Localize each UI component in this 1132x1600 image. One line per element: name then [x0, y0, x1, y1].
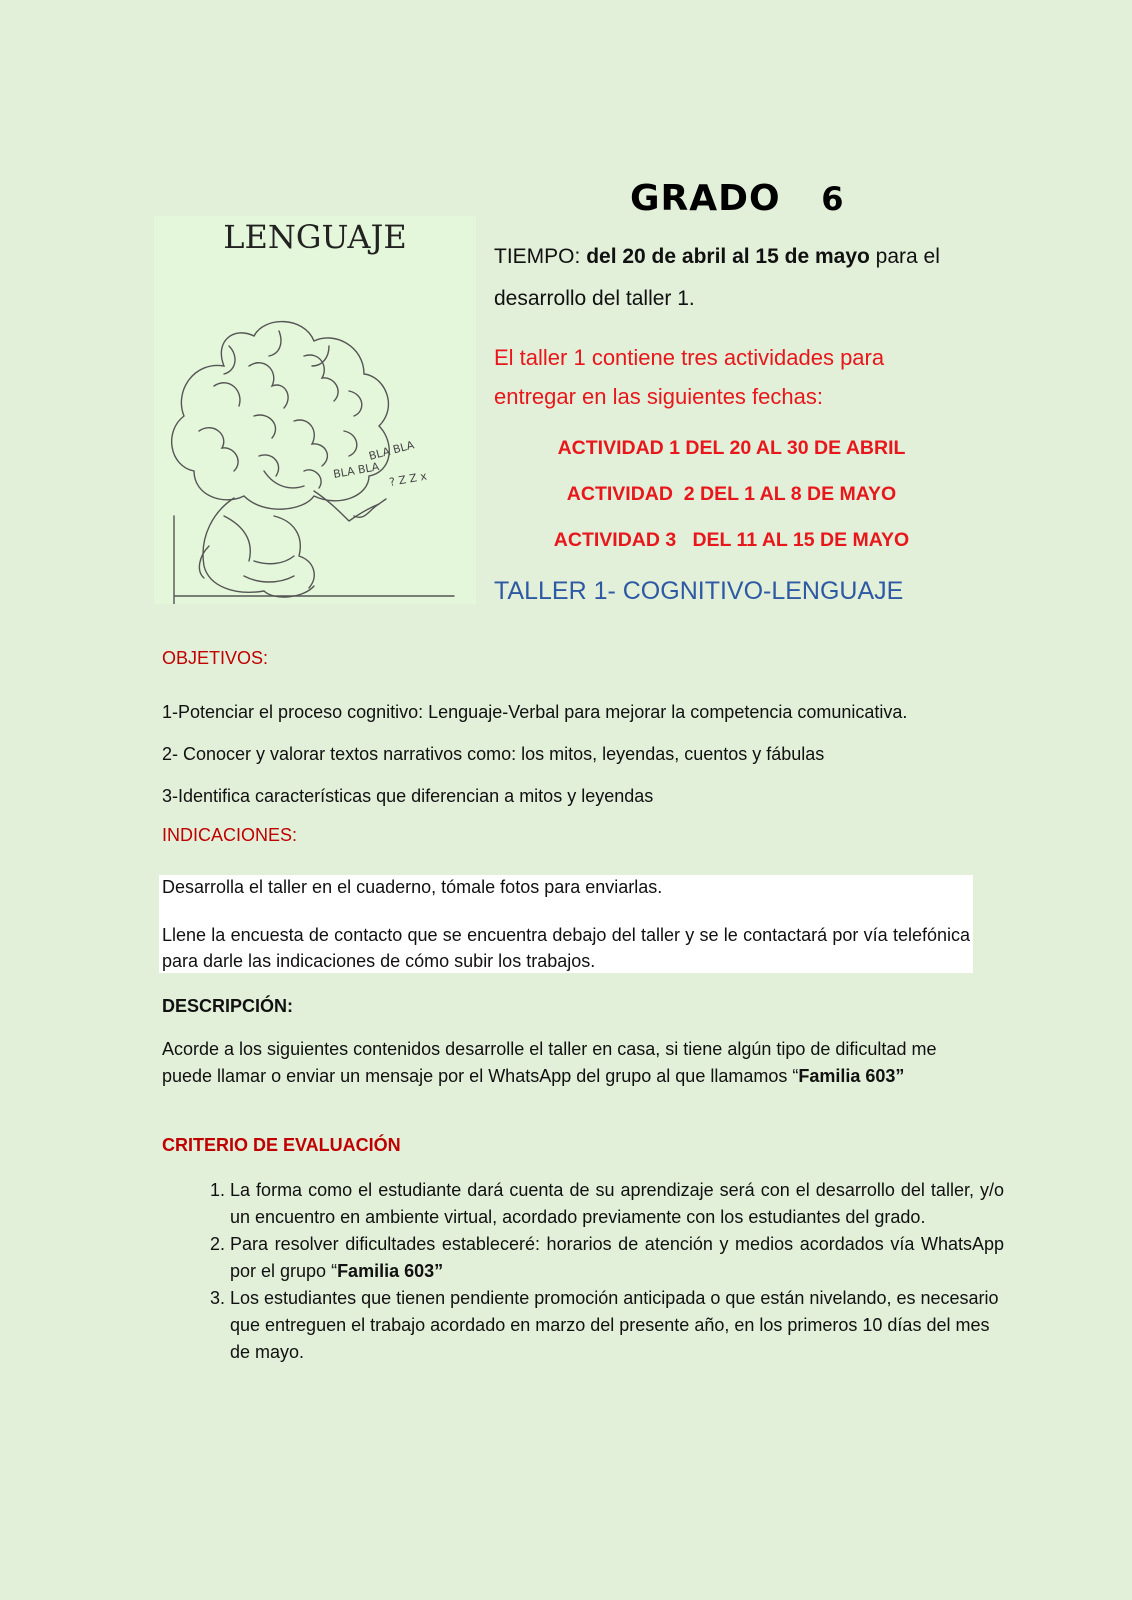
- taller-title: TALLER 1- COGNITIVO-LENGUAJE: [494, 577, 904, 605]
- objetivo-2: 2- Conocer y valorar textos narrativos como: los mitos, leyendas, cuentos y fábulas: [162, 744, 825, 764]
- illustration-title: LENGUAJE: [223, 218, 407, 256]
- activity-3: ACTIVIDAD 3 DEL 11 AL 15 DE MAYO: [553, 529, 910, 551]
- tiempo-suffix: para el: [875, 245, 940, 268]
- descripcion-paragraph: [162, 1036, 962, 1090]
- tiempo-line2: desarrollo del taller 1.: [494, 287, 695, 310]
- objetivo-3: 3-Identifica características que diferencian a mitos y leyendas: [162, 786, 654, 806]
- criterio-item-1: 1. La forma como el estudiante dará cuenta de su aprendizaje será con el desarrollo del taller, y/o un encuentro en ambiente virtual, acordado previamente con los estudiantes del grado.: [230, 1177, 1004, 1231]
- descripcion-text: Acorde a los siguientes contenidos desarrolle el taller en casa, si tiene algún tipo de dificultad me puede llamar o enviar un mensaje por el WhatsApp del grupo al que llamamos “: [162, 1039, 937, 1086]
- speech-marks: ? Z Z x: [388, 469, 428, 489]
- objetivos-heading: OBJETIVOS:: [162, 648, 269, 668]
- lenguaje-illustration: [154, 216, 476, 604]
- criterio-list: [196, 1177, 1004, 1366]
- speech-glyphs-2: BLA BLA: [332, 460, 381, 481]
- indicacion-1: Desarrolla el taller en el cuaderno, tómale fotos para enviarlas.: [162, 877, 663, 897]
- descripcion-bold: Familia 603”: [798, 1066, 905, 1086]
- indicaciones-heading: INDICACIONES:: [162, 825, 298, 845]
- criterio-item-2: [230, 1231, 1004, 1285]
- tiempo-block: [494, 236, 974, 320]
- activity-2: ACTIVIDAD 2 DEL 1 AL 8 DE MAYO: [566, 483, 897, 505]
- speech-glyphs: BLA BLA: [367, 438, 416, 463]
- taller-note: El taller 1 contiene tres actividades para entregar en las siguientes fechas:: [494, 345, 885, 409]
- grade-label: GRADO: [630, 178, 781, 219]
- criterio-heading: CRITERIO DE EVALUACIÓN: [162, 1135, 401, 1155]
- activity-1: ACTIVIDAD 1 DEL 20 AL 30 DE ABRIL: [557, 437, 906, 459]
- indicacion-2: Llene la encuesta de contacto que se encuentra debajo del taller y se le contactará por vía telefónica para darle las indicaciones de cómo subir los trabajos.: [162, 925, 970, 971]
- objetivo-1: 1-Potenciar el proceso cognitivo: Lenguaje-Verbal para mejorar la competencia comunicativa.: [162, 702, 908, 722]
- criterio-item-2-bold: Familia 603”: [337, 1261, 444, 1281]
- brain-figure-drawing: [154, 216, 476, 604]
- tiempo-dates: del 20 de abril al 15 de mayo: [586, 245, 870, 268]
- grade-number: 6: [821, 180, 845, 218]
- tiempo-label: TIEMPO:: [494, 245, 581, 268]
- criterio-item-3: 3. Los estudiantes que tienen pendiente promoción anticipada o que están nivelando, es necesario que entreguen el trabajo acordado en marzo del presente año, en los primeros 10 días del mes de mayo.: [230, 1285, 1004, 1366]
- descripcion-heading: DESCRIPCIÓN:: [162, 996, 294, 1016]
- page-title: [630, 178, 845, 219]
- criterio-item-2-text: Para resolver dificultades estableceré: horarios de atención y medios acordados vía WhatsApp por el grupo “: [230, 1234, 1004, 1281]
